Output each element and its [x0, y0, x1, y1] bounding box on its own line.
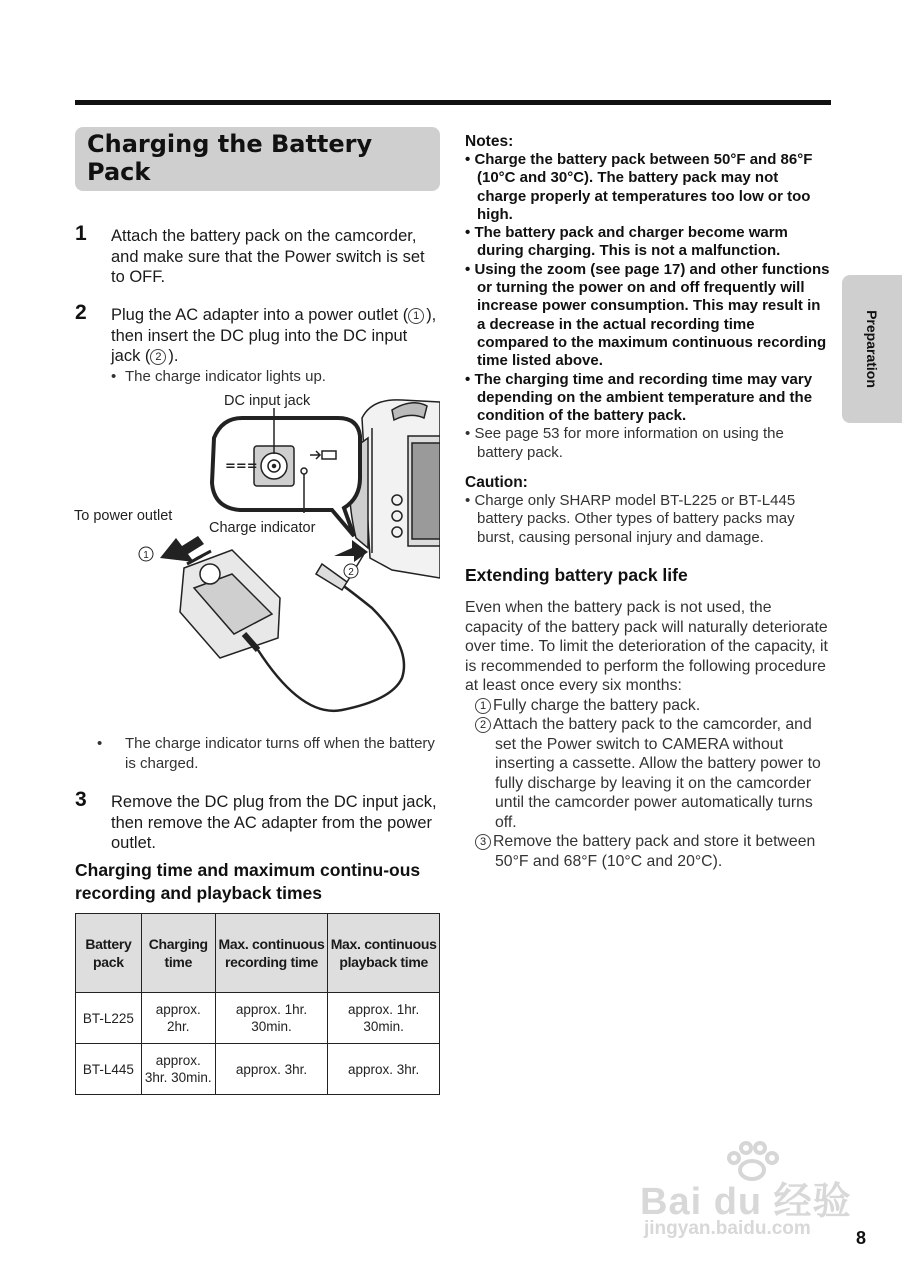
table-row — [76, 1044, 440, 1095]
bullet-icon: • — [465, 151, 471, 168]
extending-intro: Even when the battery pack is not used, the capacity of the battery pack will naturally deteriorate over time. To limit the deterioration of the capacity, it is recommended to perform the following procedure at least once every six months: — [465, 599, 828, 694]
charging-illustration — [72, 388, 440, 733]
step-text: Attach the battery pack on the camcorder, and make sure that the Power switch is set to OFF. — [111, 227, 425, 286]
watermark-brand: Bai du 经验 — [640, 1181, 852, 1223]
step-number: 3 — [75, 788, 87, 811]
charging-times-table — [75, 913, 440, 1095]
note-text: The charging time and recording time may vary depending on the ambient temperature and the condition of the battery pack. — [474, 370, 813, 425]
step-text-part: ), then insert the DC plug into the DC input jack ( — [111, 306, 437, 365]
ac-adapter-icon — [180, 550, 280, 658]
page-number: 8 — [856, 1228, 867, 1248]
charging-diagram — [72, 388, 440, 733]
procedure-step — [465, 696, 830, 716]
header-playback-time: Max. continuous playback time — [328, 914, 440, 993]
caution-item — [465, 492, 830, 547]
step-text-part: ). — [168, 347, 179, 365]
post-figure-bullet — [97, 734, 441, 773]
cell: approx. 3hr. 30min. — [141, 1044, 215, 1095]
note-item — [465, 224, 830, 261]
cell: BT-L225 — [76, 993, 142, 1044]
marker-2-label: 2 — [348, 567, 354, 578]
side-tab-preparation — [842, 275, 902, 423]
note-item — [465, 371, 830, 426]
bullet-text: The charge indicator turns off when the battery is charged. — [125, 735, 435, 772]
circled-number: 1 — [475, 698, 491, 714]
procedure-text: Fully charge the battery pack. — [493, 696, 701, 714]
marker-1-label: 1 — [143, 550, 149, 561]
label-charge-indicator: Charge indicator — [209, 520, 316, 536]
header-battery-pack: Battery pack — [76, 914, 142, 993]
notes-section — [465, 133, 830, 462]
step-bullet — [111, 367, 441, 387]
note-item — [465, 261, 830, 371]
section-heading-box — [75, 127, 440, 191]
bullet-icon: • — [111, 368, 117, 385]
procedure-text: Attach the battery pack to the camcorder, and set the Power switch to CAMERA without inserting a cassette. Allow the battery power to fully discharge by leaving it on the camcorder until the camcorder power automatically turns off. — [493, 716, 821, 831]
cell: approx. 3hr. — [328, 1044, 440, 1095]
procedure-step — [465, 832, 830, 871]
section-title: Charging the Battery Pack — [87, 130, 373, 186]
step-text — [111, 305, 441, 367]
notes-title: Notes: — [465, 133, 514, 150]
top-rule — [75, 100, 831, 105]
bullet-text: The charge indicator lights up. — [125, 368, 326, 385]
caution-title: Caution: — [465, 474, 528, 491]
extending-title: Extending battery pack life — [465, 565, 688, 585]
caution-section — [465, 474, 830, 547]
caution-text: Charge only SHARP model BT-L225 or BT-L445 battery packs. Other types of battery packs may burst, causing personal injury and damage. — [474, 492, 796, 546]
bullet-icon: • — [465, 260, 471, 278]
procedure-text: Remove the battery pack and store it between 50°F and 68°F (10°C and 20°C). — [493, 833, 816, 870]
header-charging-time: Charging time — [141, 914, 215, 993]
cell: approx. 3hr. — [215, 1044, 328, 1095]
circled-marker-1: 1 — [408, 308, 424, 324]
step-text: Remove the DC plug from the DC input jack, then remove the AC adapter from the power outlet. — [111, 793, 437, 852]
circled-number: 3 — [475, 834, 491, 850]
bullet-icon: • — [465, 224, 471, 242]
bullet-icon: • — [97, 735, 103, 752]
step-number: 1 — [75, 222, 87, 245]
cell: approx. 1hr. 30min. — [215, 993, 328, 1044]
baidu-watermark — [640, 1120, 850, 1248]
table-row — [76, 993, 440, 1044]
bullet-icon: • — [465, 370, 471, 388]
dc-symbol: === — [225, 459, 258, 474]
note-text: Using the zoom (see page 17) and other functions or turning the power on and off frequently will increase power consumption. This may result in a decrease in the actual recording time compared to the maximum continuous recording time listed above. — [474, 260, 830, 370]
circled-number: 2 — [475, 717, 491, 733]
label-dc-input-jack: DC input jack — [224, 393, 311, 409]
extending-section — [465, 565, 830, 871]
note-item — [465, 151, 830, 224]
label-to-power-outlet: To power outlet — [74, 508, 173, 524]
note-item — [465, 425, 830, 462]
cell: BT-L445 — [76, 1044, 142, 1095]
note-text: See page 53 for more information on using the battery pack. — [474, 425, 784, 461]
note-text: Charge the battery pack between 50°F and 86°F (10°C and 30°C). The battery pack may not charge properly at temperatures too low or too high. — [474, 151, 813, 223]
watermark-url: jingyan.baidu.com — [644, 1218, 811, 1239]
note-text: The battery pack and charger become warm during charging. This is not a malfunction. — [474, 224, 788, 260]
bullet-icon: • — [465, 492, 471, 509]
step-number: 2 — [75, 301, 87, 324]
bullet-icon: • — [465, 425, 471, 443]
cell: approx. 2hr. — [141, 993, 215, 1044]
header-recording-time: Max. continuous recording time — [215, 914, 328, 993]
circled-marker-2: 2 — [150, 349, 166, 365]
cell: approx. 1hr. 30min. — [328, 993, 440, 1044]
table-header-row — [76, 914, 440, 993]
step-text-part: Plug the AC adapter into a power outlet ( — [111, 306, 409, 324]
side-tab-label: Preparation — [864, 310, 880, 388]
procedure-step — [465, 715, 830, 832]
table-title: Charging time and maximum continu-ous recording and playback times — [75, 860, 421, 903]
